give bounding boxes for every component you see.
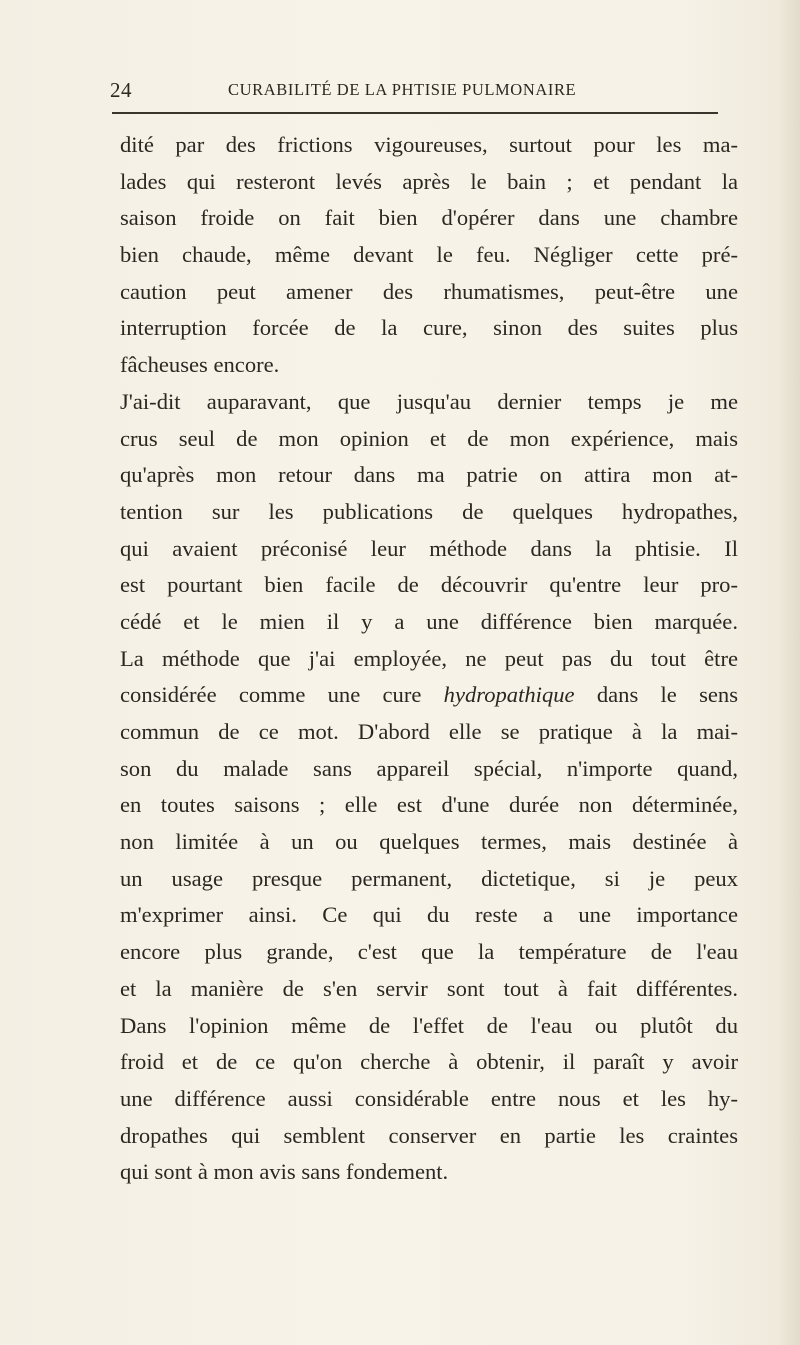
body-text (120, 127, 738, 1191)
text-line: froid et de ce qu'on cherche à obtenir, il paraît y avoir (120, 1049, 738, 1075)
text-line: cédé et le mien il y a une différence bien marquée. (120, 608, 738, 634)
text-line: en toutes saisons ; elle est d'une durée non déterminée, (120, 792, 738, 818)
text-line: La méthode que j'ai employée, ne peut pas du tout être (120, 645, 738, 671)
header-rule (112, 112, 718, 114)
text-line: dropathes qui semblent conserver en partie les craintes (120, 1122, 738, 1148)
text-line: une différence aussi considérable entre nous et les hy- (120, 1085, 738, 1111)
text-line: encore plus grande, c'est que la température de l'eau (120, 939, 738, 965)
text-line: son du malade sans appareil spécial, n'importe quand, (120, 755, 738, 781)
text-line: non limitée à un ou quelques termes, mais destinée à (120, 829, 738, 855)
text-line: bien chaude, même devant le feu. Négliger cette pré- (120, 242, 738, 268)
text-line: un usage presque permanent, dictetique, si je peux (120, 865, 738, 891)
text-line: dité par des frictions vigoureuses, surtout pour les ma- (120, 132, 738, 157)
text-line-with-italic (120, 677, 738, 714)
text-line: saison froide on fait bien d'opérer dans une chambre (120, 205, 738, 231)
text-line: qui sont à mon avis sans fondement. (120, 1159, 449, 1185)
text-line: m'exprimer ainsi. Ce qui du reste a une importance (120, 902, 738, 928)
page-number: 24 (110, 78, 132, 102)
text-segment: dans le sens (574, 682, 738, 708)
text-line: qui avaient préconisé leur méthode dans la phtisie. Il (120, 535, 738, 561)
paragraph-start-line: J'ai-dit auparavant, que jusqu'au dernier temps je me (120, 388, 738, 414)
text-line: crus seul de mon opinion et de mon expérience, mais (120, 425, 738, 451)
running-head: CURABILITÉ DE LA PHTISIE PULMONAIRE (228, 80, 577, 99)
text-line: Dans l'opinion même de l'effet de l'eau ou plutôt du (120, 1012, 738, 1038)
page-edge-shadow (778, 0, 800, 1345)
text-segment: considérée comme une cure (120, 682, 444, 708)
page-header (110, 78, 720, 108)
italic-term: hydropathique (443, 682, 575, 708)
text-line: tention sur les publications de quelques hydropathes, (120, 498, 738, 524)
text-line: lades qui resteront levés après le bain ; et pendant la (120, 168, 738, 194)
text-line: commun de ce mot. D'abord elle se pratique à la mai- (120, 719, 738, 744)
text-line: et la manière de s'en servir sont tout à fait différentes. (120, 975, 738, 1001)
text-line: fâcheuses encore. (120, 352, 280, 378)
text-line: interruption forcée de la cure, sinon des suites plus (120, 315, 738, 341)
text-line: qu'après mon retour dans ma patrie on attira mon at- (120, 462, 738, 488)
text-line: caution peut amener des rhumatismes, peut-être une (120, 278, 738, 304)
text-line: est pourtant bien facile de découvrir qu'entre leur pro- (120, 572, 738, 598)
